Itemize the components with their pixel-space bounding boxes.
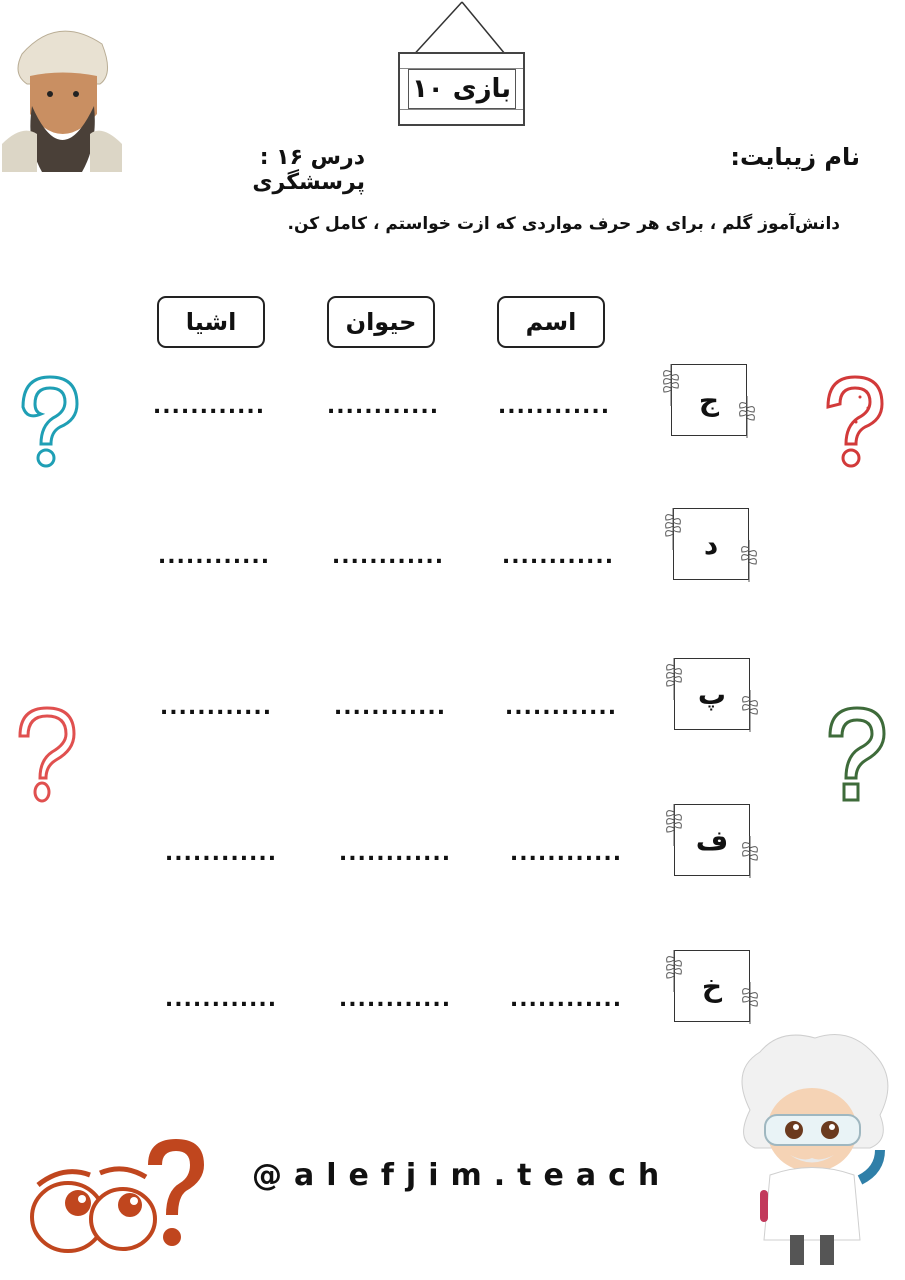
leaf-icon — [736, 394, 758, 440]
red-question-mark-icon — [12, 700, 82, 808]
column-header-objects: اشیا — [157, 296, 265, 348]
column-header-name: اسم — [497, 296, 605, 348]
answer-blank-name[interactable]: ............ — [501, 544, 615, 569]
answer-blank-animal[interactable]: ............ — [333, 695, 447, 720]
answer-blank-name[interactable]: ............ — [504, 695, 618, 720]
answer-blank-animal[interactable]: ............ — [338, 841, 452, 866]
answer-blank-animal[interactable]: ............ — [326, 394, 440, 419]
letter: پ — [697, 677, 727, 711]
answer-blank-objects[interactable]: ............ — [157, 544, 271, 569]
letter: ج — [698, 383, 720, 417]
green-question-mark-icon — [822, 700, 892, 808]
instruction-text: دانش‌آموز گلم ، برای هر حرف مواردی که ازت خواستم ، کامل کن. — [287, 214, 840, 234]
answer-blank-objects[interactable]: ............ — [152, 394, 266, 419]
answer-blank-objects[interactable]: ............ — [164, 841, 278, 866]
leaf-icon — [662, 506, 684, 552]
answer-blank-name[interactable]: ............ — [509, 987, 623, 1012]
title-sign — [398, 52, 525, 126]
answer-blank-objects[interactable]: ............ — [159, 695, 273, 720]
leaf-icon — [663, 656, 685, 702]
eyes-question-illustration — [18, 1135, 213, 1270]
leaf-icon — [739, 688, 761, 734]
answer-blank-animal[interactable]: ............ — [331, 544, 445, 569]
answer-blank-name[interactable]: ............ — [497, 394, 611, 419]
leaf-icon — [739, 834, 761, 880]
answer-blank-objects[interactable]: ............ — [164, 987, 278, 1012]
scientist-illustration — [730, 1030, 895, 1270]
lesson-title: درس ۱۶ : پرسشگری — [252, 145, 365, 195]
leaf-icon — [738, 538, 760, 584]
leaf-icon — [739, 980, 761, 1026]
leaf-icon — [663, 948, 685, 994]
name-label: نام زیبایت: — [730, 143, 860, 171]
letter: خ — [701, 969, 723, 1003]
red-dotted-question-mark-icon — [820, 372, 890, 472]
sign-title: بازی ۱۰ — [408, 69, 516, 109]
answer-blank-animal[interactable]: ............ — [338, 987, 452, 1012]
leaf-icon — [663, 802, 685, 848]
teal-question-mark-icon — [15, 372, 85, 472]
leaf-icon — [660, 362, 682, 408]
footer-handle: @alefjim.teach — [252, 1158, 672, 1193]
answer-blank-name[interactable]: ............ — [509, 841, 623, 866]
letter: د — [703, 527, 719, 561]
column-header-animal: حیوان — [327, 296, 435, 348]
scholar-portrait — [2, 14, 122, 172]
letter: ف — [695, 823, 729, 857]
